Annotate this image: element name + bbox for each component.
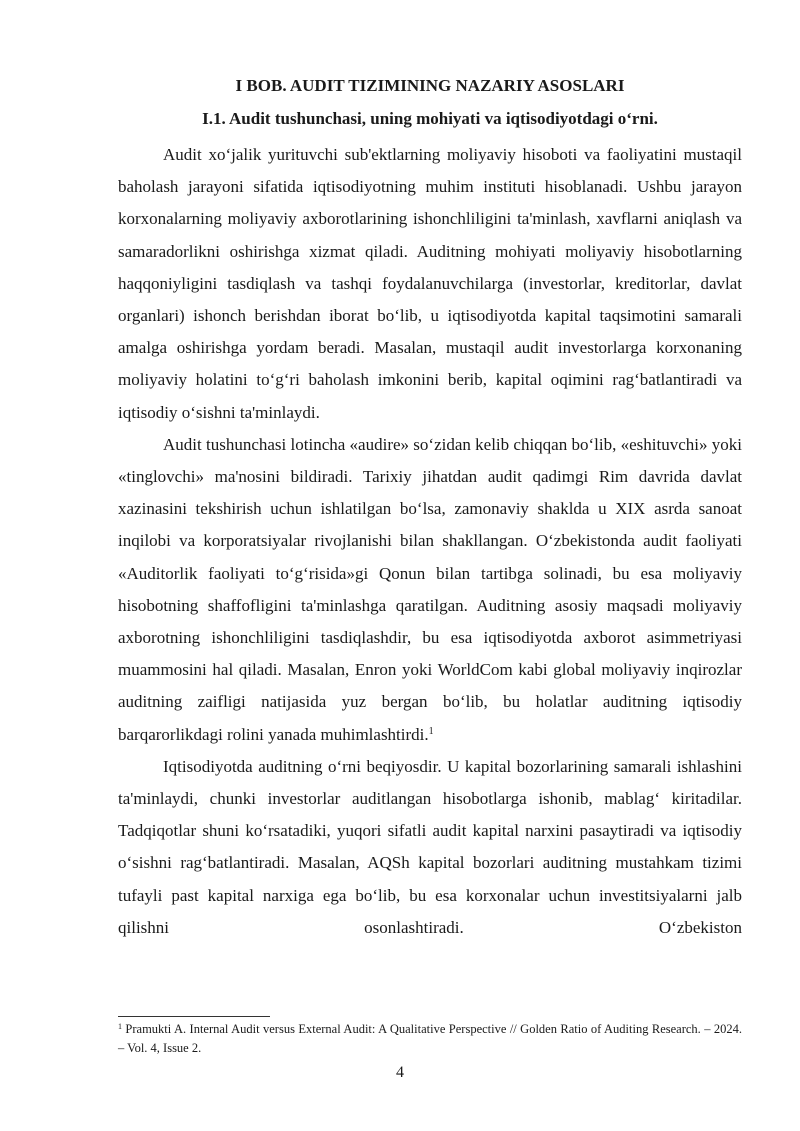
footnote xyxy=(118,1020,742,1058)
body-text xyxy=(118,139,742,944)
chapter-title: I BOB. AUDIT TIZIMINING NAZARIY ASOSLARI xyxy=(235,76,625,95)
paragraph-3: Iqtisodiyotda auditning o‘rni beqiyosdir. U kapital bozorlarining samarali ishlashini ta'minlaydi, chunki investorlar auditlangan hisobotlarga ishonib, mablag‘ kiritadilar. Tadqiqotlar shuni ko‘rsatadiki, yuqori sifatli audit kapital narxini pasaytiradi va iqtisodiy o‘sishni rag‘batlantiradi. Masalan, AQSh kapital bozorlari auditning mustahkam tizimi tufayli past kapital narxiga ega bo‘lib, bu esa korxonalar uchun investitsiyalarni jalb qilishni osonlashtiradi. O‘zbekiston xyxy=(118,756,742,937)
paragraph-1: Audit xo‘jalik yurituvchi sub'ektlarning moliyaviy hisoboti va faoliyatini mustaqil baholash jarayoni sifatida iqtisodiyotning muhim instituti hisoblanadi. Ushbu jarayon korxonalarning moliyaviy axborotlarining ishonchliligini ta'minlash, xavflarni aniqlash va samaradorlikni oshirishga xizmat qiladi. Auditning mohiyati moliyaviy hisobotlarning haqqoniyligini tasdiqlash va tashqi foydalanuvchilarga (investorlar, kreditorlar, davlat organlari) ishonch berishdan iborat bo‘lib, u iqtisodiyotda kapital taqsimotini samarali amalga oshirishga yordam beradi. Masalan, mustaqil audit investorlarga korxonaning moliyaviy holatini to‘g‘ri baholash imkonini berib, kapital oqimini rag‘batlantiradi va iqtisodiy o‘sishni ta'minlaydi. xyxy=(118,145,742,422)
footnote-marker: 1 xyxy=(118,1022,122,1031)
page-number: 4 xyxy=(396,1064,404,1081)
paragraph-2-text: Audit tushunchasi lotincha «audire» so‘zidan kelib chiqqan bo‘lib, «eshituvchi» yoki «tinglovchi» ma'nosini bildiradi. Tarixiy jihatdan audit qadimgi Rim davrida davlat xazinasini tekshirish uchun ishlatilgan bo‘lsa, zamonaviy shaklda u XIX asrda sanoat inqilobi va korporatsiyalar rivojlanishi bilan shakllangan. O‘zbekistonda audit faoliyati «Auditorlik faoliyati to‘g‘risida»gi Qonun bilan tartibga solinadi, bu esa moliyaviy hisobotning shaffofligini ta'minlashga qaratilgan. Auditning asosiy maqsadi moliyaviy axborotning ishonchliligini tasdiqlashdir, bu esa iqtisodiyotda axborot asimmetriyasi muammosini hal qiladi. Masalan, Enron yoki WorldCom kabi global moliyaviy inqirozlar auditning zaifligi natijasida yuz bergan bo‘lib, bu holatlar auditning iqtisodiy barqarorlikdagi rolini yanada muhimlashtirdi. xyxy=(118,434,742,744)
footnote-reference[interactable]: 1 xyxy=(428,725,434,737)
footnote-text: Pramukti A. Internal Audit versus External Audit: A Qualitative Perspective // Golden Ratio of Auditing Research. – 2024. – Vol. 4, Issue 2. xyxy=(118,1022,742,1055)
footnote-separator xyxy=(118,1016,270,1017)
section-title: I.1. Audit tushunchasi, uning mohiyati va iqtisodiyotdagi o‘rni. xyxy=(202,109,658,128)
paragraph-2 xyxy=(118,429,742,751)
